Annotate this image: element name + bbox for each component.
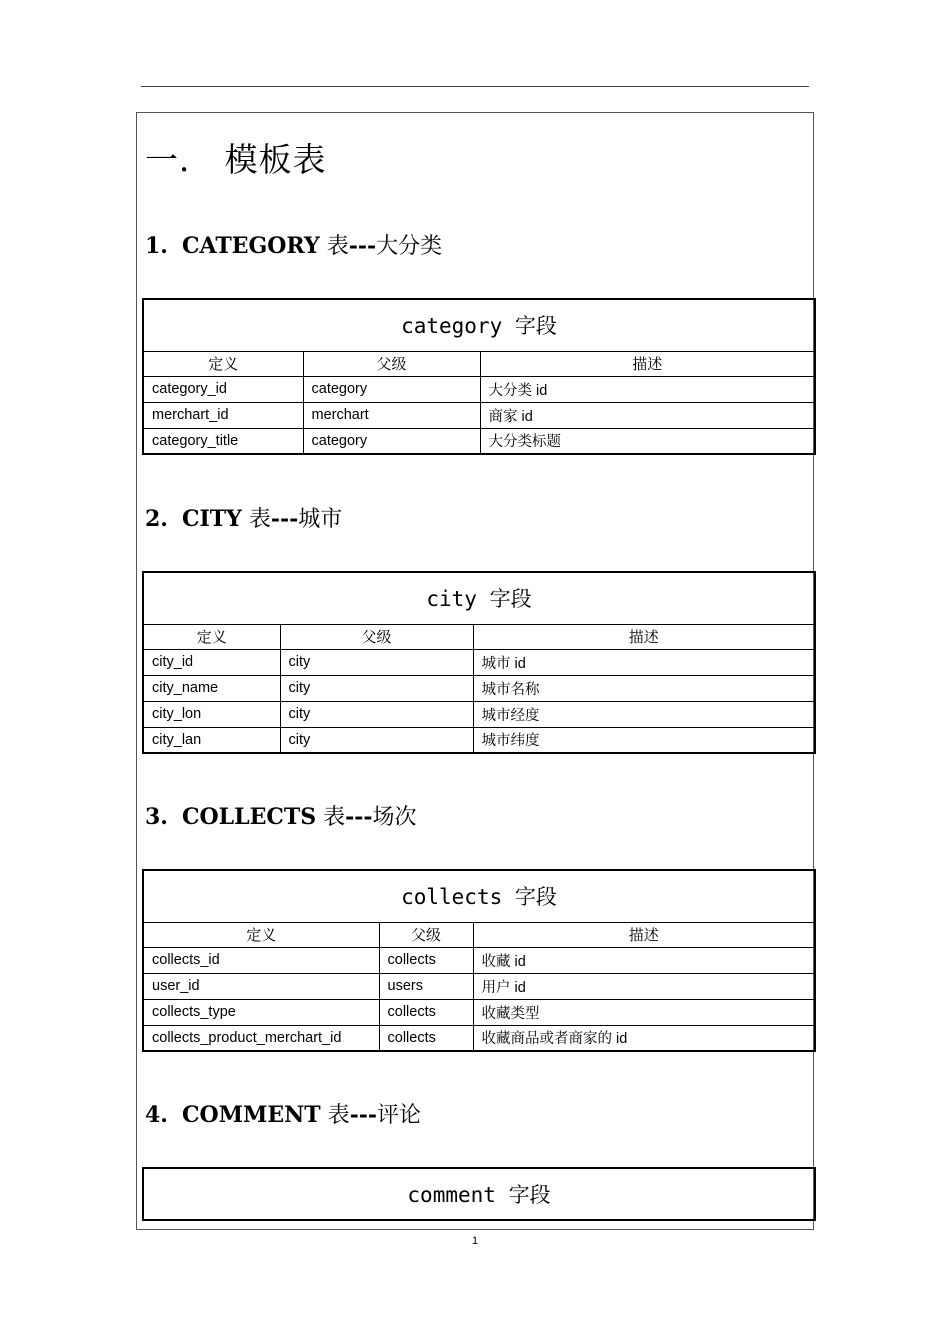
table-title: category 字段 — [143, 299, 815, 351]
field-name: collects_product_merchart_id — [143, 1025, 379, 1051]
field-description: 城市经度 — [473, 701, 815, 727]
column-header-description: 描述 — [473, 922, 815, 947]
table-row — [143, 701, 815, 727]
field-name: collects_id — [143, 947, 379, 973]
table-row — [143, 428, 815, 454]
header-rule — [141, 86, 809, 87]
section-table-word: 表 — [327, 1103, 350, 1128]
section-dashes: --- — [270, 506, 299, 532]
category-fields-table — [142, 298, 816, 455]
table-row — [143, 999, 815, 1025]
field-description: 城市名称 — [473, 675, 815, 701]
section-table-word: 表 — [323, 805, 346, 830]
field-parent: city — [280, 727, 473, 753]
table-row — [143, 727, 815, 753]
field-parent: users — [379, 973, 473, 999]
field-parent: collects — [379, 947, 473, 973]
column-header-definition: 定义 — [143, 351, 303, 376]
field-parent: category — [303, 376, 480, 402]
field-description: 大分类标题 — [480, 428, 815, 454]
comment-fields-table — [142, 1167, 816, 1221]
field-name: city_id — [143, 649, 280, 675]
section-table-word: 表 — [326, 234, 349, 259]
field-description: 收藏类型 — [473, 999, 815, 1025]
field-description: 大分类 id — [480, 376, 815, 402]
field-parent: category — [303, 428, 480, 454]
table-row — [143, 947, 815, 973]
field-parent: city — [280, 701, 473, 727]
section-table-name: CATEGORY — [181, 233, 320, 259]
column-header-parent: 父级 — [280, 624, 473, 649]
section-number: 4. — [145, 1102, 168, 1128]
section-table-name: COMMENT — [181, 1102, 321, 1128]
field-description: 城市纬度 — [473, 727, 815, 753]
column-header-parent: 父级 — [379, 922, 473, 947]
field-name: city_lan — [143, 727, 280, 753]
section-dashes: --- — [349, 1102, 378, 1128]
section-table-name: COLLECTS — [181, 804, 317, 830]
table-row — [143, 376, 815, 402]
field-parent: collects — [379, 1025, 473, 1051]
section-heading-collects — [145, 800, 417, 831]
field-name: merchart_id — [143, 402, 303, 428]
column-header-description: 描述 — [480, 351, 815, 376]
field-parent: merchart — [303, 402, 480, 428]
page-number: 1 — [471, 1235, 479, 1247]
section-heading-city — [145, 502, 342, 533]
field-parent: city — [280, 649, 473, 675]
table-row — [143, 675, 815, 701]
section-number: 3. — [145, 804, 168, 830]
field-name: category_title — [143, 428, 303, 454]
field-name: category_id — [143, 376, 303, 402]
field-parent: collects — [379, 999, 473, 1025]
section-heading-category — [145, 229, 442, 260]
column-header-definition: 定义 — [143, 624, 280, 649]
field-description: 用户 id — [473, 973, 815, 999]
city-fields-table — [142, 571, 816, 754]
collects-fields-table — [142, 869, 816, 1052]
table-row — [143, 1025, 815, 1051]
column-header-description: 描述 — [473, 624, 815, 649]
table-row — [143, 649, 815, 675]
section-heading-comment — [145, 1098, 421, 1129]
table-title: collects 字段 — [143, 870, 815, 922]
field-name: city_name — [143, 675, 280, 701]
field-parent: city — [280, 675, 473, 701]
section-dashes: --- — [345, 804, 373, 830]
table-row — [143, 402, 815, 428]
section-description: 城市 — [298, 507, 343, 532]
field-description: 收藏商品或者商家的 id — [473, 1025, 815, 1051]
table-title: city 字段 — [143, 572, 815, 624]
field-name: collects_type — [143, 999, 379, 1025]
field-name: city_lon — [143, 701, 280, 727]
section-description: 大分类 — [376, 234, 443, 259]
chapter-heading: 一． 模板表 — [145, 140, 327, 179]
field-description: 城市 id — [473, 649, 815, 675]
section-table-name: CITY — [181, 506, 242, 532]
section-description: 场次 — [372, 805, 417, 830]
field-description: 收藏 id — [473, 947, 815, 973]
section-description: 评论 — [377, 1103, 422, 1128]
field-name: user_id — [143, 973, 379, 999]
field-description: 商家 id — [480, 402, 815, 428]
column-header-parent: 父级 — [303, 351, 480, 376]
table-title: comment 字段 — [143, 1168, 815, 1220]
column-header-definition: 定义 — [143, 922, 379, 947]
section-table-word: 表 — [248, 507, 271, 532]
section-number: 1. — [145, 233, 168, 259]
section-number: 2. — [145, 506, 168, 532]
section-dashes: --- — [348, 233, 377, 259]
table-row — [143, 973, 815, 999]
